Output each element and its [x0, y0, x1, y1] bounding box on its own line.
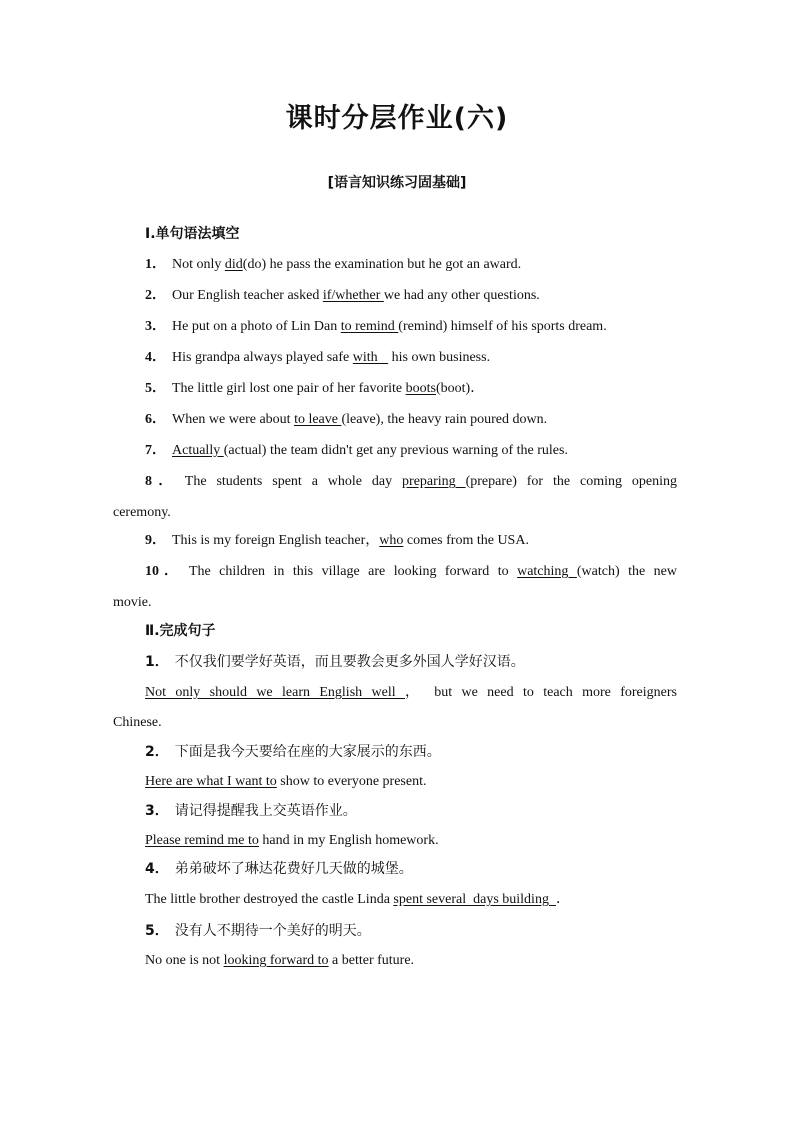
- exercise-item: 5． The little girl lost one pair of her favorite boots(boot)．: [145, 381, 485, 396]
- translation-answer: The little brother destroyed the castle Linda spent several days building ．: [145, 892, 570, 907]
- translation-prompt: 1． 不仅我们要学好英语，而且要教会更多外国人学好汉语。: [145, 654, 525, 670]
- exercise-item: 1． Not only did(do) he pass the examination but he got an award.: [145, 257, 522, 272]
- exercise-item-continuation: movie.: [113, 595, 152, 610]
- answer-blank: spent several days building: [393, 892, 556, 907]
- translation-prompt: 5． 没有人不期待一个美好的明天。: [145, 923, 371, 939]
- answer-blank: Please remind me to: [145, 833, 259, 848]
- answer-blank: to remind: [340, 319, 399, 334]
- translation-prompt: 4． 弟弟破坏了琳达花费好几天做的城堡。: [145, 861, 413, 877]
- section-2-heading: Ⅱ.完成句子: [145, 623, 216, 639]
- translation-answer: Here are what I want to show to everyone present.: [145, 774, 427, 789]
- answer-blank: with: [352, 350, 389, 365]
- answer-blank: to leave: [294, 412, 342, 427]
- exercise-item: 4． His grandpa always played safe with his own business.: [145, 350, 491, 365]
- page-title: 课时分层作业(六): [285, 103, 509, 134]
- exercise-item-continuation: ceremony.: [113, 505, 171, 520]
- answer-blank: Not only should we learn English well: [145, 685, 405, 700]
- exercise-item: 2． Our English teacher asked if/whether we had any other questions.: [145, 288, 540, 303]
- section-1-heading: Ⅰ.单句语法填空: [145, 226, 240, 242]
- translation-prompt: 3． 请记得提醒我上交英语作业。: [145, 803, 357, 819]
- answer-blank: Here are what I want to: [145, 774, 277, 789]
- translation-answer: No one is not looking forward to a better future.: [145, 953, 415, 968]
- exercise-item: 3． He put on a photo of Lin Dan to remind (remind) himself of his sports dream.: [145, 319, 607, 334]
- answer-blank: if/whether: [322, 288, 384, 303]
- translation-prompt: 2． 下面是我今天要给在座的大家展示的东西。: [145, 744, 441, 760]
- exercise-item: 6． When we were about to leave (leave), the heavy rain poured down.: [145, 412, 548, 427]
- answer-blank: did: [224, 257, 243, 272]
- answer-blank: who: [379, 533, 404, 548]
- answer-blank: Actually: [172, 443, 224, 458]
- translation-answer-continuation: Chinese.: [113, 715, 162, 730]
- section-group-title: [语言知识练习固基础]: [327, 175, 467, 191]
- answer-blank: watching: [517, 564, 577, 579]
- exercise-item: 9． This is my foreign English teacher，who comes from the USA.: [145, 533, 529, 548]
- exercise-item: 10． The children in this village are looking forward to watching (watch) the new: [145, 564, 677, 579]
- answer-blank: boots: [405, 381, 436, 396]
- answer-blank: looking forward to: [223, 953, 329, 968]
- exercise-item: 8． The students spent a whole day preparing (prepare) for the coming opening: [145, 474, 677, 489]
- translation-answer: Not only should we learn English well ， but we need to teach more foreigners: [145, 685, 677, 700]
- translation-answer: Please remind me to hand in my English homework.: [145, 833, 439, 848]
- answer-blank: preparing: [402, 474, 466, 489]
- exercise-item: 7． Actually (actual) the team didn't get any previous warning of the rules.: [145, 443, 568, 458]
